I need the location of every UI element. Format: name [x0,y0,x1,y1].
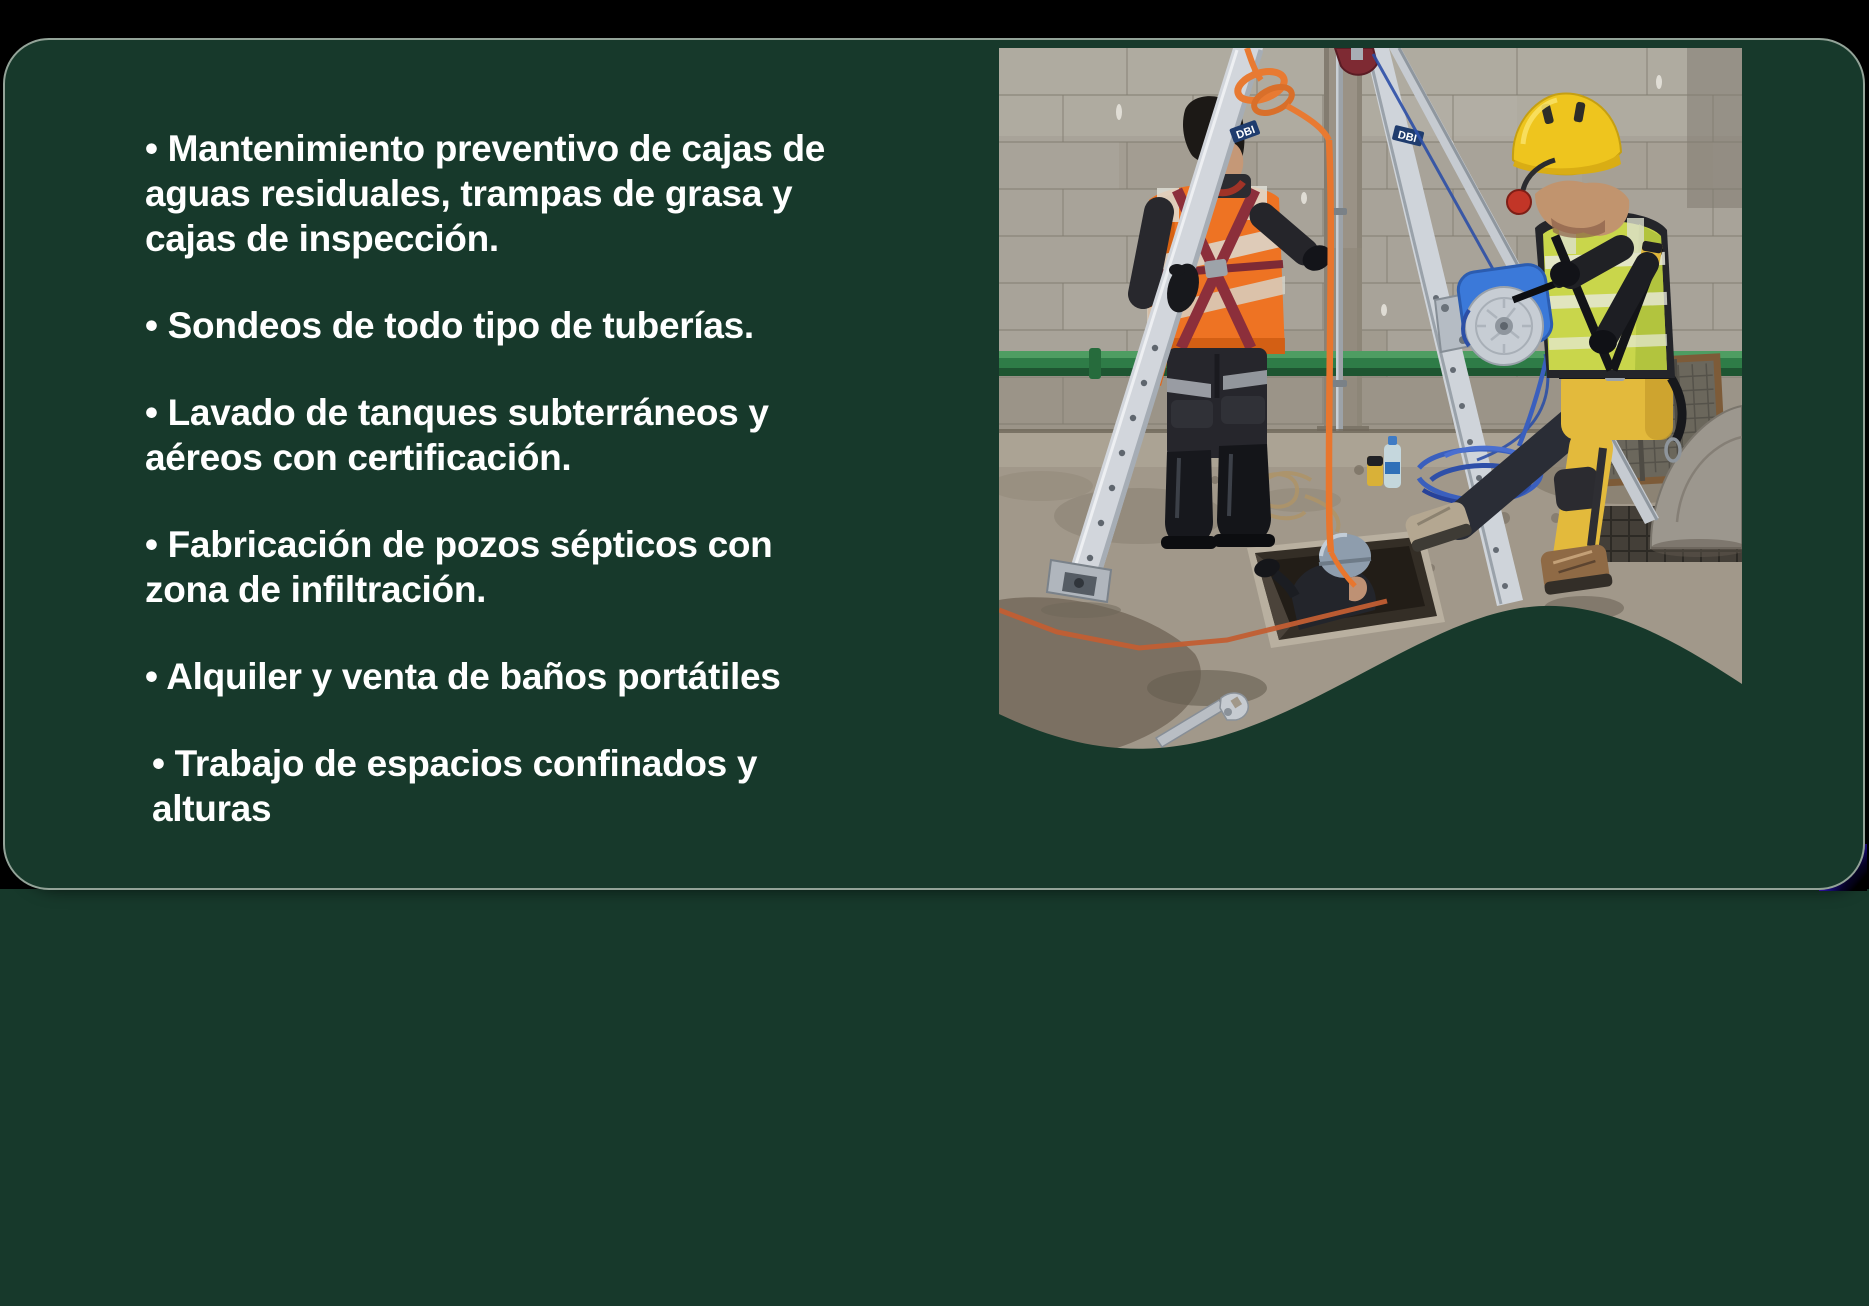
services-card [3,38,1865,890]
service-line: • Sondeos de todo tipo de tuberías. [145,305,754,346]
top-black-band [0,0,1869,38]
service-line: zona de infiltración. [145,569,487,610]
bottom-green-section [0,889,1869,1306]
service-line: aguas residuales, trampas de grasa y [145,173,793,214]
service-line: • Fabricación de pozos sépticos con [145,524,773,565]
service-item [145,741,985,831]
ear-protector [1507,190,1531,214]
service-item [145,126,985,261]
gas-detector [1367,456,1383,486]
service-line: alturas [152,788,272,829]
tripod-brand-label: DBI [1234,123,1257,142]
service-line: • Trabajo de espacios confinados y [152,743,758,784]
service-item [145,390,985,480]
service-item [145,522,985,612]
service-line: • Alquiler y venta de baños portátiles [145,656,781,697]
service-line: aéreos con certificación. [145,437,572,478]
service-item [145,303,985,348]
service-line: cajas de inspección. [145,218,499,259]
worksite-photo-illustration [999,48,1742,751]
service-line: • Mantenimiento preventivo de cajas de [145,128,826,169]
service-item [145,654,985,699]
services-list [145,126,985,873]
worksite-photo [999,48,1742,751]
service-line: • Lavado de tanques subterráneos y [145,392,769,433]
tripod-brand-label: DBI [1396,128,1418,146]
